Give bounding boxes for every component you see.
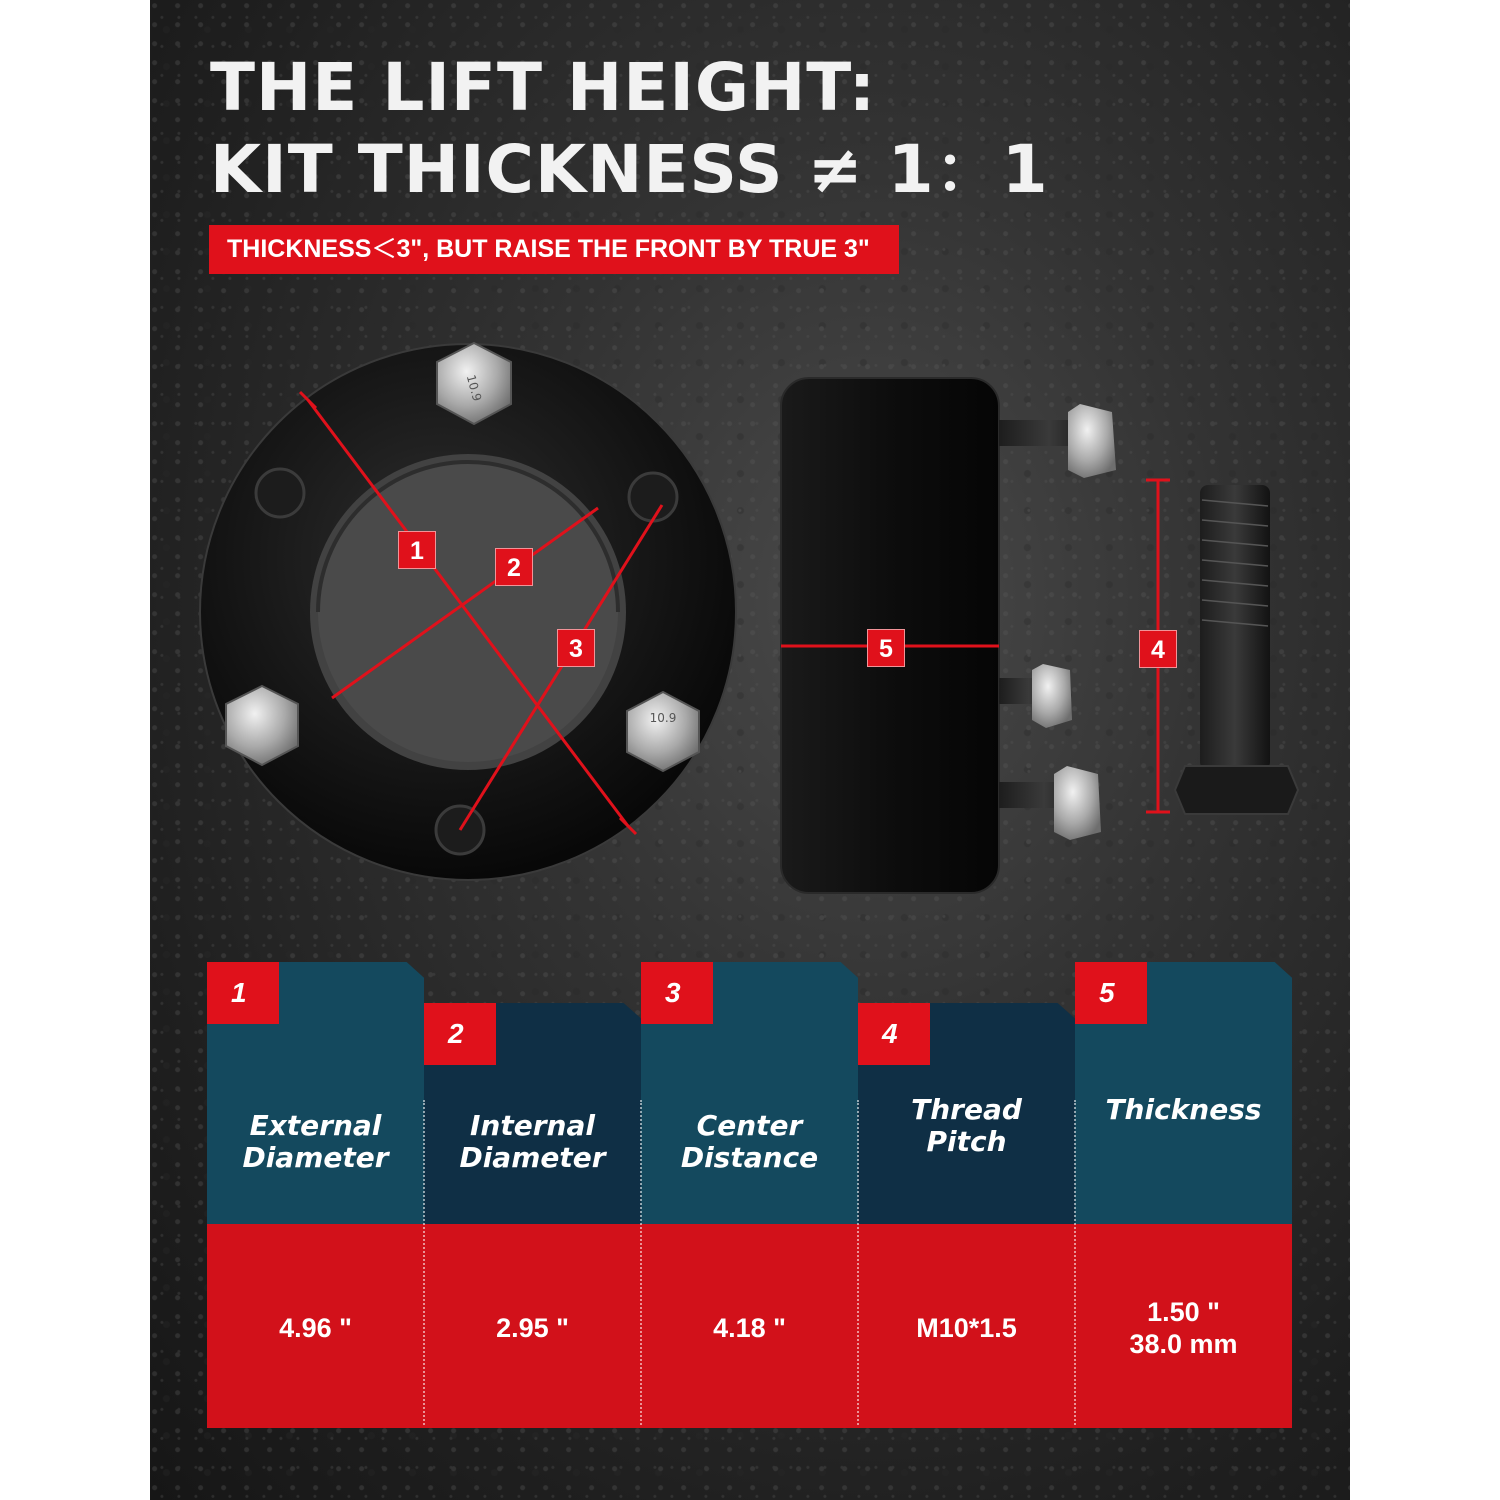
headline-line-2: KIT THICKNESS ≠ 1：1 [210,131,1049,208]
column-divider [640,1100,642,1425]
column-divider [857,1100,859,1425]
spec-label: External Diameter [242,1109,389,1174]
svg-text:10.9: 10.9 [649,711,677,725]
thickness-banner: THICKNESS＜3", BUT RAISE THE FRONT BY TRUE 3" [209,225,899,274]
spec-label: Thread Pitch [911,1093,1022,1158]
spec-column-thread-pitch [858,1003,1075,1428]
spec-value: 1.50 " 38.0 mm [1129,1297,1238,1359]
spec-column-center-distance [641,962,858,1428]
spec-label: Center Distance [680,1109,819,1174]
spec-value: 4.18 " [713,1313,786,1343]
spec-number: 5 [1075,962,1147,1024]
spec-value: M10*1.5 [916,1313,1017,1343]
diagram-tag-1: 1 [398,531,436,569]
diagram-tag-4: 4 [1139,630,1177,668]
spec-column-internal-diameter [424,1003,641,1428]
spec-label: Thickness [1105,1093,1262,1126]
spec-number: 1 [207,962,279,1024]
spacer-side-view [781,378,1116,893]
diagram-tag-3: 3 [557,629,595,667]
spec-value: 4.96 " [279,1313,352,1343]
svg-text:10.9: 10.9 [463,373,485,403]
column-divider [423,1100,425,1425]
spec-label: Internal Diameter [459,1109,606,1174]
spec-column-thickness [1075,962,1292,1428]
spec-number: 4 [858,1003,930,1065]
headline-line-1: THE LIFT HEIGHT: [210,49,877,126]
spec-number: 2 [424,1003,496,1065]
spec-column-external-diameter [207,962,424,1428]
product-image-panel [150,0,1350,1500]
spec-value: 2.95 " [496,1313,569,1343]
column-divider [1074,1100,1076,1425]
spacer-diagram [150,0,1350,960]
diagram-tag-2: 2 [495,548,533,586]
spec-number: 3 [641,962,713,1024]
diagram-tag-5: 5 [867,629,905,667]
